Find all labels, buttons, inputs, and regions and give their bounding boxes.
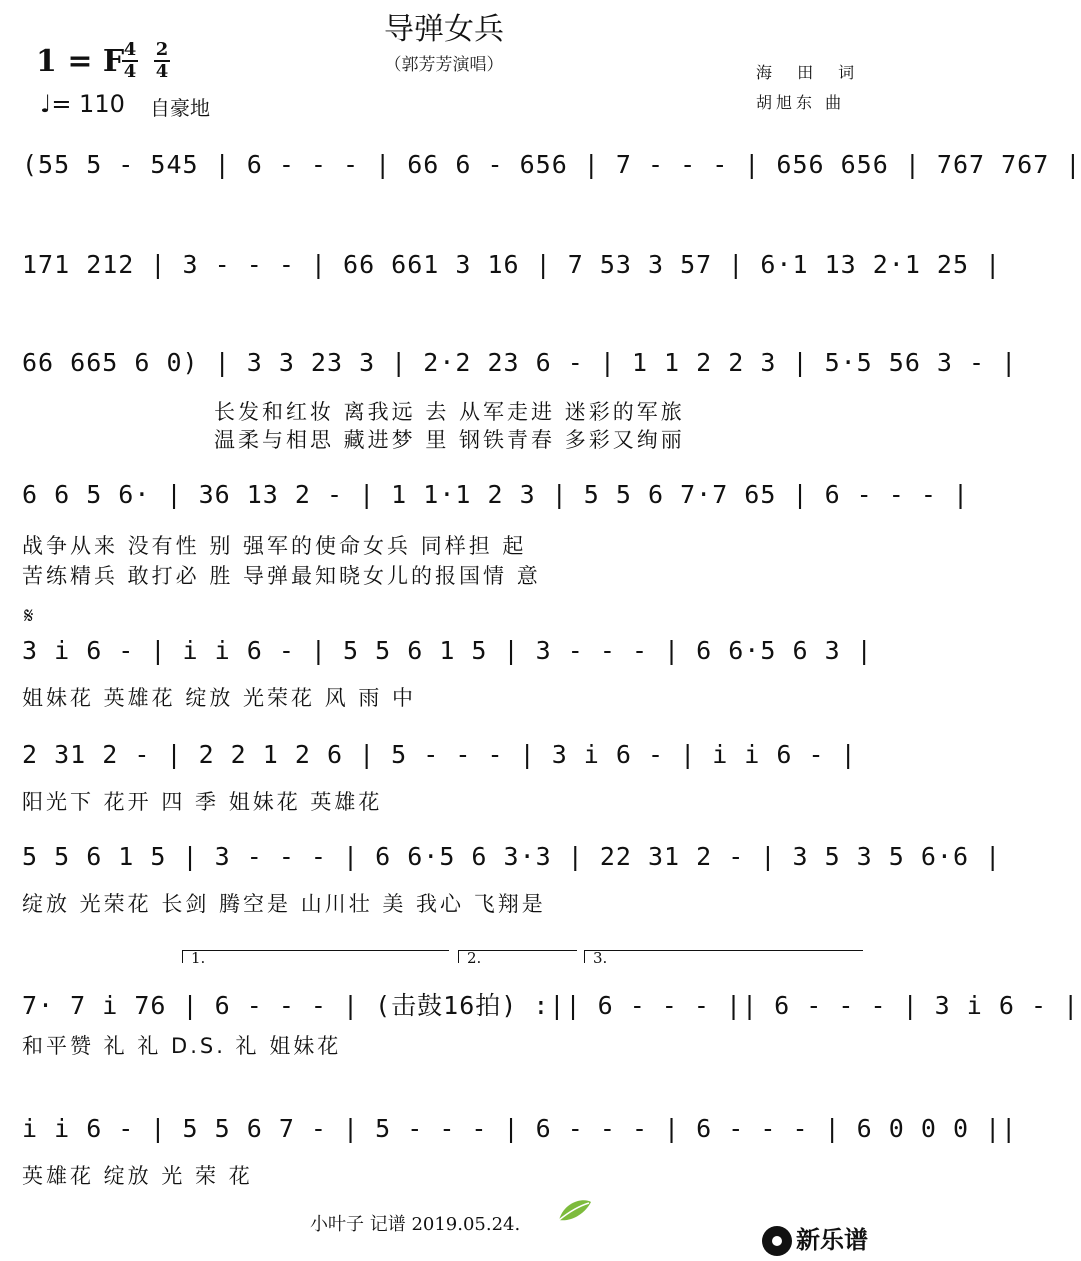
notation-line-3: 66 665 6 0) | 3 3 23 3 | 2·2 23 6 - | 1 1 2 2 3 | 5·5 56 3 - | [22, 348, 1018, 377]
leaf-icon [555, 1196, 595, 1230]
notation-line-4: 6 6 5 6· | 36 13 2 - | 1 1·1 2 3 | 5 5 6 7·7 65 | 6 - - - | [22, 480, 970, 509]
transcriber-credit: 小叶子 记谱 2019.05.24. [310, 1214, 521, 1235]
key-signature: 1 = F [36, 44, 125, 79]
time-signature-1: 4 4 [123, 39, 137, 82]
tempo-marking: ♩= 110 [40, 90, 125, 118]
song-title: 导弹女兵 [384, 12, 504, 47]
lyric-line-5: 姐妹花 英雄花 绽放 光荣花 风 雨 中 [22, 686, 417, 710]
lyric-verse2-line-3: 温柔与相思 藏进梦 里 钢铁青春 多彩又绚丽 [214, 428, 685, 452]
notation-line-9: i i 6 - | 5 5 6 7 - | 5 - - - | 6 - - - | 6 - - - | 6 0 0 0 || [22, 1114, 1018, 1143]
lyric-line-9: 英雄花 绽放 光 荣 花 [22, 1164, 253, 1188]
site-logo: 新乐谱 [762, 1220, 868, 1256]
logo-disc-icon [762, 1226, 792, 1256]
notation-line-6: 2 31 2 - | 2 2 1 2 6 | 5 - - - | 3 i 6 - | i i 6 - | [22, 740, 857, 769]
lyric-line-8: 和平赞 礼 礼 D.S. 礼 姐妹花 [22, 1034, 342, 1058]
notation-line-5: 3 i 6 - | i i 6 - | 5 5 6 1 5 | 3 - - - | 6 6·5 6 3 | [22, 636, 873, 665]
notation-line-1: (55 5 - 545 | 6 - - - | 66 6 - 656 | 7 - - - | 656 656 | 767 767 | [22, 150, 1081, 179]
singer-credit: （郭芳芳演唱） [384, 55, 504, 75]
expression-marking: 自豪地 [150, 96, 210, 120]
lyricist-credit: 海 田 词 [756, 63, 865, 82]
volta-2: 2. [458, 950, 577, 963]
volta-1: 1. [182, 950, 449, 963]
lyric-verse2-line-4: 苦练精兵 敢打必 胜 导弹最知晓女儿的报国情 意 [22, 564, 541, 588]
notation-line-8: 7· 7 i 76 | 6 - - - | (击鼓16拍) :|| 6 - - - || 6 - - - | 3 i 6 - | [22, 991, 1080, 1020]
lyric-line-7: 绽放 光荣花 长剑 腾空是 山川壮 美 我心 飞翔是 [22, 892, 546, 916]
composer-credit: 胡旭东 曲 [756, 93, 846, 112]
lyric-line-6: 阳光下 花开 四 季 姐妹花 英雄花 [22, 790, 383, 814]
lyric-verse1-line-3: 长发和红妆 离我远 去 从军走进 迷彩的军旅 [214, 400, 685, 424]
notation-line-2: 171 212 | 3 - - - | 66 661 3 16 | 7 53 3 57 | 6·1 13 2·1 25 | [22, 250, 1002, 279]
lyric-verse1-line-4: 战争从来 没有性 别 强军的使命女兵 同样担 起 [22, 534, 527, 558]
volta-3: 3. [584, 950, 863, 963]
segno-sign: 𝄋 [24, 604, 34, 629]
time-signature-2: 2 4 [155, 39, 169, 82]
notation-line-7: 5 5 6 1 5 | 3 - - - | 6 6·5 6 3·3 | 22 31 2 - | 3 5 3 5 6·6 | [22, 842, 1002, 871]
